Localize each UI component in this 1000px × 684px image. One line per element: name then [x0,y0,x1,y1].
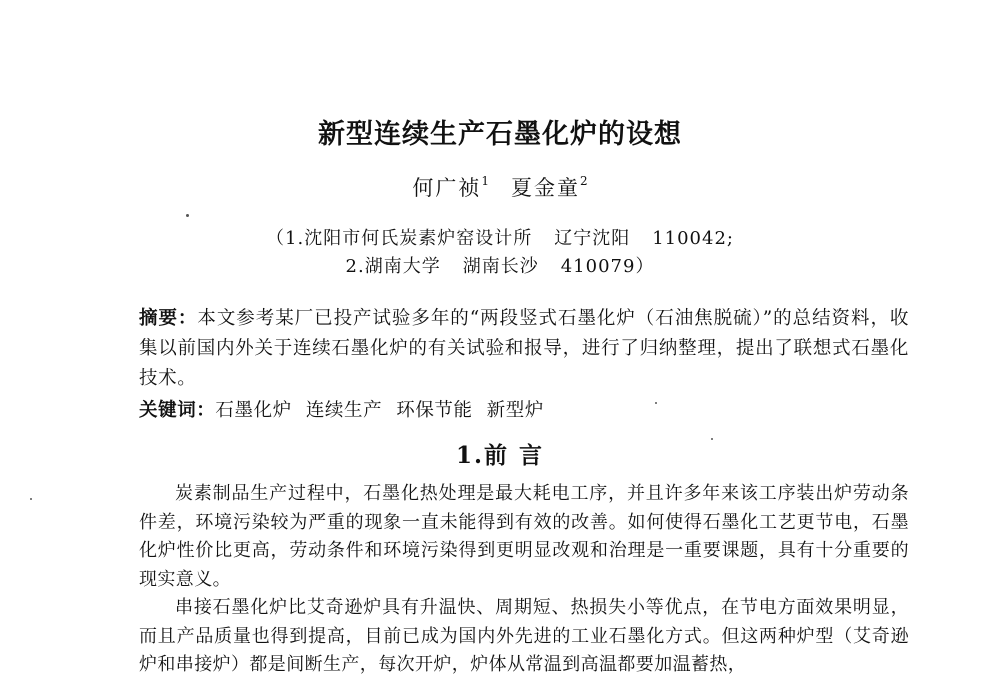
paragraph: 炭素制品生产过程中，石墨化热处理是最大耗电工序，并且许多年来该工序装出炉劳动条件差，环境污染较为严重的现象一直未能得到有效的改善。如何使得石墨化工艺更节电，石墨化炉性价比更高，劳动条件和环境污染得到更明显改观和治理是一重要课题，具有十分重要的现实意义。 [139,483,909,590]
affiliation-location: 辽宁沈阳 [554,228,631,249]
paper-title: 新型连续生产石墨化炉的设想 [318,119,682,150]
affiliation-line-1 [0,224,1000,250]
scan-speck [711,438,713,440]
affiliation-institute: （1.沈阳市何氏炭素炉窑设计所 [266,228,533,249]
author-affiliation-mark: 1 [481,174,489,188]
body-text [139,480,909,680]
author-line [0,172,1000,202]
scan-speck [655,402,657,404]
affiliation-postcode: 110042; [652,228,734,249]
abstract-text: 本文参考某厂已投产试验多年的“两段竖式石墨化炉（石油焦脱硫）”的总结资料，收集以前国内外关于连续石墨化炉的有关试验和报导，进行了归纳整理，提出了联想式石墨化技术。 [139,308,909,389]
affiliation-postcode: 410079） [560,256,655,277]
keywords [139,396,909,422]
author-name: 夏金童 [511,176,580,200]
abstract-label: 摘要： [139,308,198,329]
keyword: 连续生产 [305,400,383,421]
section-heading: 1.前 言 [455,442,545,469]
abstract [139,304,909,394]
scan-speck [186,214,189,217]
paragraph: 串接石墨化炉比艾奇逊炉具有升温快、周期短、热损失小等优点，在节电方面效果明显，而且产品质量也得到提高，目前已成为国内外先进的工业石墨化方式。但这两种炉型（艾奇逊炉和串接炉）都是间断生产，每次开炉，炉体从常温到高温都要加温蓄热， [139,597,909,675]
author-affiliation-mark: 2 [580,174,588,188]
keywords-label: 关键词： [139,400,216,421]
keyword: 新型炉 [486,400,544,421]
keyword: 石墨化炉 [215,400,292,421]
affiliation-location: 湖南长沙 [462,256,539,277]
affiliation-institute: 2.湖南大学 [345,256,441,277]
author-name: 何广祯 [412,176,482,200]
affiliation-line-2 [0,252,1000,278]
scan-speck [30,498,32,500]
keyword: 环保节能 [396,400,473,421]
